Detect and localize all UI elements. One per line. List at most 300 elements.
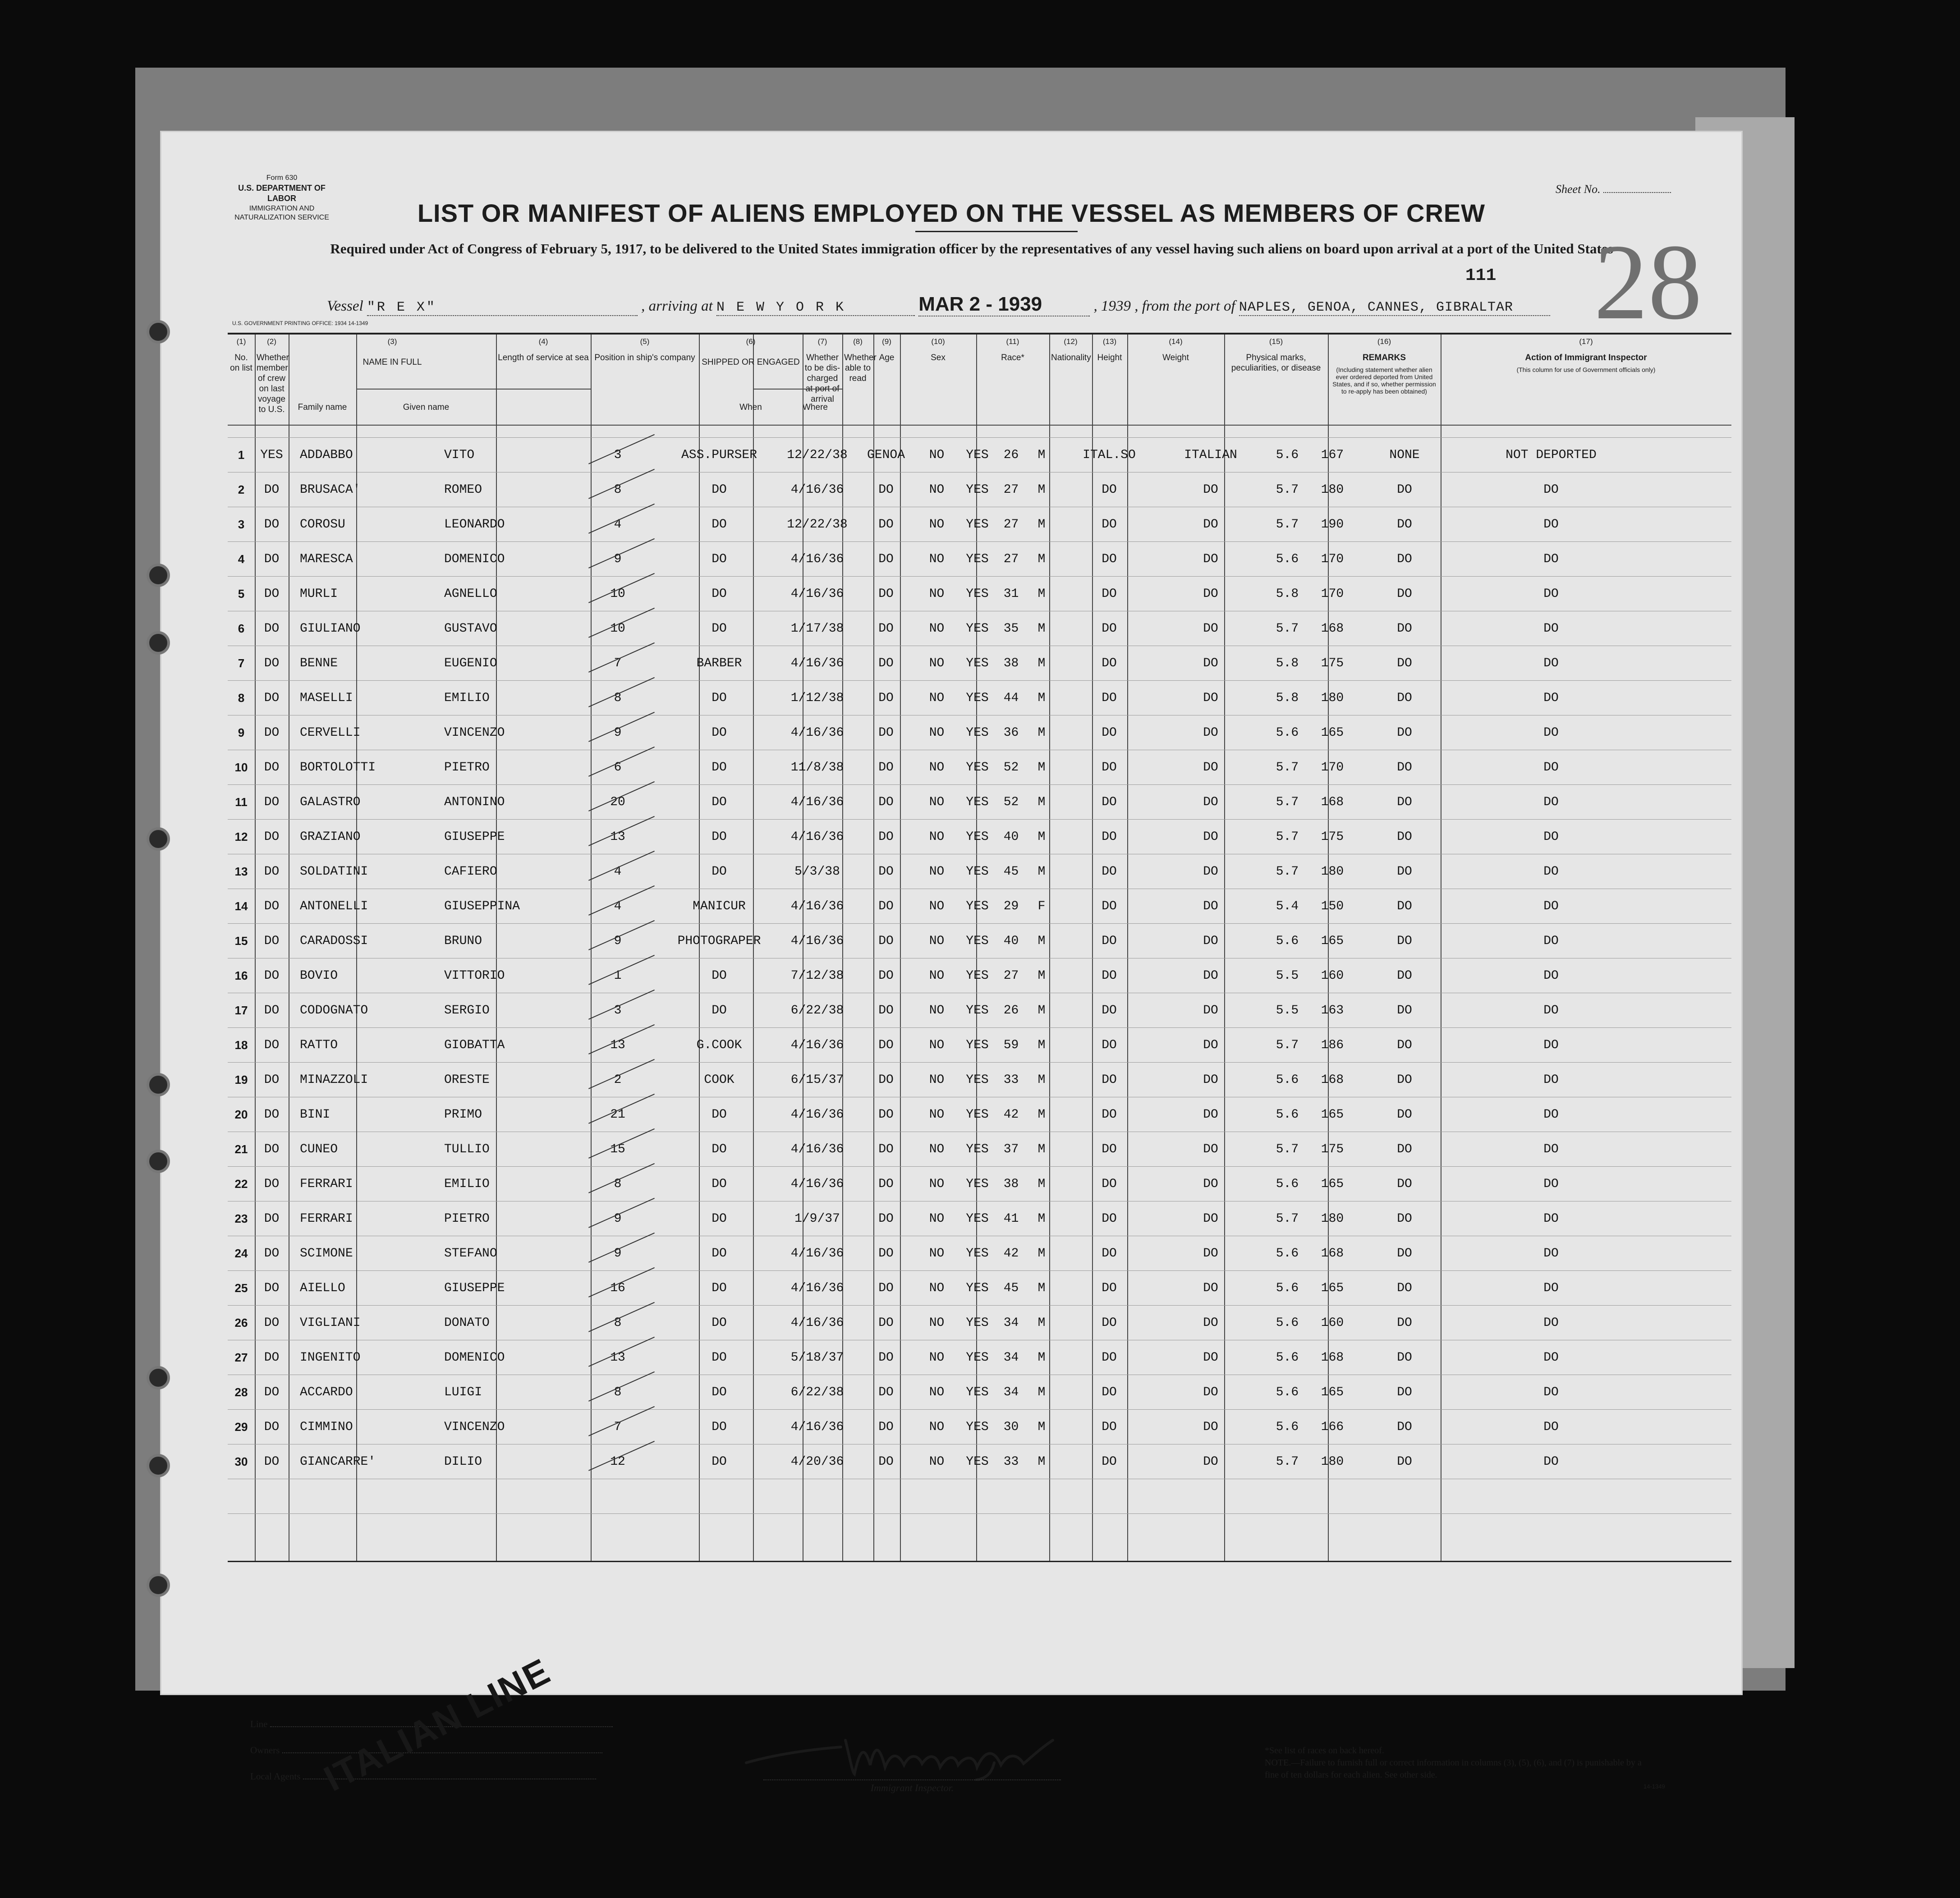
cell-nationality: DO (1203, 830, 1218, 844)
cell-service: 1 (614, 969, 622, 983)
cell-read: YES (966, 1385, 989, 1399)
cell-remarks: DO (1543, 1212, 1559, 1226)
cell-read: YES (966, 899, 989, 913)
column-header: NAME IN FULL (363, 358, 422, 367)
cell-service: 13 (610, 830, 625, 844)
column-number: (2) (267, 337, 276, 346)
cell-no: 8 (238, 691, 245, 705)
cell-weight: 168 (1321, 1073, 1344, 1087)
cell-nationality: DO (1203, 1038, 1218, 1052)
cell-service: 20 (610, 795, 625, 809)
column-header: Height (1097, 353, 1122, 362)
cell-no: 16 (234, 969, 248, 982)
row-rule (228, 1062, 1731, 1063)
cell-family: BENNE (300, 656, 338, 670)
cell-family: BINI (300, 1108, 330, 1122)
cell-discharged: NO (929, 1108, 945, 1122)
cell-age: 52 (1003, 761, 1019, 775)
cell-remarks: DO (1543, 1038, 1559, 1052)
column-number: (5) (640, 337, 650, 346)
cell-race: DO (1102, 1247, 1117, 1261)
cell-marks: DO (1397, 518, 1412, 532)
cell-remarks: DO (1543, 726, 1559, 740)
cell-service: 3 (614, 1004, 622, 1018)
row-rule (228, 1513, 1731, 1514)
cell-discharged: NO (929, 552, 945, 566)
cell-when: 4/16/36 (790, 1108, 844, 1122)
cell-race: DO (1102, 1281, 1117, 1295)
cell-read: YES (966, 761, 989, 775)
cell-where: DO (878, 552, 894, 566)
cell-where: DO (878, 1073, 894, 1087)
arriving-label: , arriving at (641, 298, 713, 314)
column-header: REMARKS (1362, 353, 1406, 362)
cell-position: DO (711, 1177, 727, 1191)
cell-family: ACCARDO (300, 1385, 353, 1399)
cell-no: 4 (238, 552, 245, 566)
column-number: (1) (236, 337, 246, 346)
column-number: (10) (931, 337, 945, 346)
cell-no: 27 (234, 1351, 248, 1364)
cell-position: BARBER (696, 656, 742, 670)
cell-age: 38 (1003, 1177, 1019, 1191)
cell-remarks: DO (1543, 1281, 1559, 1295)
cell-last: DO (264, 622, 280, 636)
cell-height: 5.6 (1276, 552, 1299, 566)
cell-read: YES (966, 448, 989, 462)
binder-hole (147, 1573, 170, 1597)
cell-no: 30 (234, 1455, 248, 1468)
cell-when: 4/16/36 (790, 1281, 844, 1295)
cell-last: DO (264, 899, 280, 913)
cell-family: CARADOSSI (300, 934, 368, 948)
column-header: Whether to be dis-charged at port of arrival (804, 353, 840, 404)
cell-service: 12 (610, 1455, 625, 1469)
cell-when: 4/16/36 (790, 483, 844, 497)
cell-height: 5.8 (1276, 587, 1299, 601)
races-note: *See list of races on back hereof. (1265, 1746, 1384, 1756)
cell-discharged: NO (929, 1281, 945, 1295)
cell-remarks: DO (1543, 518, 1559, 532)
cell-age: 45 (1003, 1281, 1019, 1295)
cell-position: PHOTOGRAPER (677, 934, 761, 948)
cell-read: YES (966, 552, 989, 566)
cell-read: YES (966, 795, 989, 809)
cell-position: DO (711, 1142, 727, 1156)
cell-family: GRAZIANO (300, 830, 361, 844)
cell-position: DO (711, 483, 727, 497)
cell-read: YES (966, 1247, 989, 1261)
cell-age: 34 (1003, 1351, 1019, 1365)
row-rule (228, 541, 1731, 542)
cell-marks: DO (1397, 1316, 1412, 1330)
cell-where: DO (878, 726, 894, 740)
year-suffix: 39 (1116, 298, 1131, 314)
cell-sex: M (1037, 1247, 1046, 1261)
cell-read: YES (966, 1351, 989, 1365)
cell-remarks: DO (1543, 1177, 1559, 1191)
cell-weight: 180 (1321, 1212, 1344, 1226)
cell-family: CODOGNATO (300, 1004, 368, 1018)
cell-given: DILIO (444, 1455, 482, 1469)
cell-given: GIUSEPPE (444, 830, 505, 844)
cell-nationality: DO (1203, 1212, 1218, 1226)
cell-nationality: DO (1203, 761, 1218, 775)
cell-family: CERVELLI (300, 726, 361, 740)
cell-remarks: DO (1543, 761, 1559, 775)
cell-marks: DO (1397, 761, 1412, 775)
cell-read: YES (966, 587, 989, 601)
cell-nationality: DO (1203, 865, 1218, 879)
cell-age: 40 (1003, 934, 1019, 948)
cell-position: DO (711, 1316, 727, 1330)
manifest-table: (1) No. on list (2) Whether member of crew on last voyage to U.S. (3) NAME IN FULL Family name Given name (4) Length of service at sea (5) Position in ship's company (6) SHIPPED OR ENGAGED When Where (7) Whether to be dis-charged at port of arrival (8) Whether able to read (9) Age (10) Sex (11) Race* (12) Nationality (13) Height (14) Weight (15) Physical marks, peculiarities, or disease (16) REMARKS (Including statement whether alien ever ordered deported from United States, and if so, whether permission to re-apply has been obtained) (17) Action of Immigrant Inspector (This column for use of Government officials only) 1 YES ADDABBO VITO 3 ASS.PURSER 12/22/38 GENOA NO YES 26 M ITAL.SO ITALIAN 5.6 167 NONE NOT DEPORTED 2 DO BRUSACA' ROMEO 8 DO 4/16/36 DO NO YES 27 M DO DO 5.7 180 DO DO 3 DO COROSU LEONARDO 4 DO 12/22/38 DO NO YES 27 M DO DO 5.7 190 DO DO 4 DO MARESCA DOMENICO 9 DO 4/16/36 DO NO YES 27 M DO DO 5.6 170 DO DO 5 DO MURLI AGNELLO 10 DO 4/16/36 DO NO YES 31 M DO DO 5.8 170 DO DO 6 DO GIULIANO GUSTAVO 10 DO 1/17/38 DO NO YES 35 M DO DO 5.7 168 DO DO 7 DO BENNE EUGENIO 7 BARBER 4/16/36 DO NO YES 38 M DO DO 5.8 175 DO DO 8 DO MASELLI EMILIO 8 DO 1/12/38 DO NO YES 44 M DO DO 5.8 180 DO DO 9 DO CERVELLI VINCENZO 9 DO 4/16/36 DO NO YES 36 M DO DO 5.6 165 DO DO 10 DO BORTOLOTTI PIETRO 6 DO 11/8/38 DO NO YES 52 M DO DO 5.7 170 DO DO 11 DO GALASTRO ANTONINO 20 DO 4/16/36 DO NO YES 52 M DO DO 5.7 168 DO DO 12 DO GRAZIANO GIUSEPPE 13 DO 4/16/36 DO NO YES 40 M DO DO 5.7 175 DO DO 13 DO SOLDATINI CAFIERO 4 DO 5/3/38 DO NO YES 45 M DO DO 5.7 180 DO DO 14 DO ANTONELLI GIUSEPPINA 4 MANICUR 4/16/36 DO NO YES 29 F DO DO 5.4 150 DO DO 15 DO CARADOSSI BRUNO 9 PHOTOGRAPER 4/16/36 DO NO YES 40 M DO DO 5.6 165 DO DO 16 DO BOVIO VITTORIO 1 DO 7/12/38 DO NO YES 27 M DO DO 5.5 160 DO DO 17 DO CODOGNATO SERGIO 3 DO 6/22/38 DO NO YES 26 M DO DO 5.5 163 DO DO 18 DO RATTO GIOBATTA 13 G.COOK 4/16/36 DO NO YES 59 M DO DO 5.7 186 DO DO 19 DO MINAZZOLI ORESTE 2 COOK 6/15/37 DO NO YES 33 M DO DO 5.6 168 DO DO 20 DO BINI PRIMO 21 DO 4/16/36 DO NO YES 42 M DO DO 5.6 165 DO DO 21 DO CUNEO TULLIO 15 DO 4/16/36 DO NO YES 37 M DO DO 5.7 175 DO DO 22 DO FERRARI EMILIO 8 DO 4/16/36 DO NO YES 38 M DO DO 5.6 165 DO DO 23 DO FERRARI PIETRO 9 DO 1/9/37 DO NO YES 41 M DO DO 5.7 180 DO DO 24 DO SCIMONE STEFANO 9 DO 4/16/36 DO NO YES 42 M DO DO 5.6 168 DO DO 25 DO AIELLO GIUSEPPE 16 DO 4/16/36 DO NO YES 45 M DO DO 5.6 165 DO DO 26 DO VIGLIANI DONATO 8 DO 4/16/36 DO NO YES 34 M DO DO 5.6 160 DO DO 27 DO INGENITO DOMENICO 13 DO 5/18/37 DO NO YES 34 M DO DO 5.6 168 DO DO 28 DO ACCARDO LUIGI 8 DO 6/22/38 DO NO YES 34 M DO DO 5.6 165 DO DO 29 DO CIMMINO VINCENZO 7 DO 4/16/36 DO NO YES 30 M DO DO 5.6 166 DO DO 30 DO GIANCARRE' DILIO 12 DO 4/20/36 DO NO YES 33 M DO DO 5.7 180 DO DO (228, 333, 1731, 1562)
line-label: Line (250, 1719, 268, 1729)
cell-service: 10 (610, 587, 625, 601)
row-rule (228, 576, 1731, 577)
cell-when: 4/16/36 (790, 1038, 844, 1052)
cell-weight: 180 (1321, 865, 1344, 879)
cell-where: DO (878, 1385, 894, 1399)
cell-remarks: DO (1543, 1004, 1559, 1018)
sheet-number-field (1556, 183, 1671, 196)
cell-when: 4/16/36 (790, 934, 844, 948)
cell-race: DO (1102, 969, 1117, 983)
column-header: Nationality (1051, 353, 1091, 362)
cell-discharged: NO (929, 1073, 945, 1087)
cell-discharged: NO (929, 1142, 945, 1156)
cell-last: DO (264, 1385, 280, 1399)
year-prefix: , 19 (1093, 298, 1116, 314)
cell-nationality: DO (1203, 1420, 1218, 1434)
cell-read: YES (966, 1038, 989, 1052)
cell-marks: DO (1397, 1108, 1412, 1122)
cell-marks: DO (1397, 587, 1412, 601)
cell-age: 35 (1003, 622, 1019, 636)
cell-given: LUIGI (444, 1385, 482, 1399)
cell-read: YES (966, 830, 989, 844)
cell-sex: M (1037, 1038, 1046, 1052)
cell-nationality: DO (1203, 1177, 1218, 1191)
cell-where: DO (878, 761, 894, 775)
row-rule (228, 819, 1731, 820)
cell-read: YES (966, 622, 989, 636)
cell-remarks: DO (1543, 587, 1559, 601)
cell-service: 9 (614, 934, 622, 948)
cell-last: DO (264, 830, 280, 844)
cell-family: GALASTRO (300, 795, 361, 809)
column-header: Whether member of crew on last voyage to U.S. (257, 353, 289, 414)
cell-height: 5.7 (1276, 1455, 1299, 1469)
cell-where: DO (878, 1281, 894, 1295)
cell-when: 4/16/36 (790, 726, 844, 740)
cell-remarks: NOT DEPORTED (1506, 448, 1597, 462)
cell-remarks: DO (1543, 1420, 1559, 1434)
cell-when: 6/22/38 (790, 1385, 844, 1399)
cell-remarks: DO (1543, 830, 1559, 844)
cell-family: MASELLI (300, 691, 353, 705)
cell-race: ITAL.SO (1083, 448, 1136, 462)
cell-no: 13 (234, 865, 248, 878)
cell-family: MARESCA (300, 552, 353, 566)
cell-remarks: DO (1543, 691, 1559, 705)
cell-nationality: DO (1203, 1316, 1218, 1330)
cell-last: DO (264, 1038, 280, 1052)
column-number: (6) (746, 337, 756, 346)
cell-sex: M (1037, 483, 1046, 497)
cell-family: SOLDATINI (300, 865, 368, 879)
cell-where: DO (878, 969, 894, 983)
cell-last: DO (264, 934, 280, 948)
cell-sex: M (1037, 518, 1046, 532)
cell-last: DO (264, 1108, 280, 1122)
cell-height: 5.7 (1276, 1038, 1299, 1052)
cell-position: DO (711, 1281, 727, 1295)
cell-last: DO (264, 969, 280, 983)
cell-sex: M (1037, 1385, 1046, 1399)
cell-given: GIOBATTA (444, 1038, 505, 1052)
cell-family: GIULIANO (300, 622, 361, 636)
cell-read: YES (966, 726, 989, 740)
cell-when: 1/17/38 (790, 622, 844, 636)
cell-given: GUSTAVO (444, 622, 497, 636)
cell-height: 5.6 (1276, 726, 1299, 740)
inspector-signature (742, 1722, 1066, 1781)
cell-remarks: DO (1543, 1385, 1559, 1399)
cell-height: 5.6 (1276, 1073, 1299, 1087)
cell-remarks: DO (1543, 865, 1559, 879)
cell-position: DO (711, 1351, 727, 1365)
column-header: Race* (1001, 353, 1024, 362)
column-subheader: Given name (403, 403, 450, 412)
cell-service: 9 (614, 1212, 622, 1226)
cell-when: 12/22/38 (787, 518, 848, 532)
cell-height: 5.6 (1276, 1247, 1299, 1261)
cell-age: 38 (1003, 656, 1019, 670)
cell-race: DO (1102, 587, 1117, 601)
cell-remarks: DO (1543, 1247, 1559, 1261)
cell-sex: M (1037, 552, 1046, 566)
arrival-port: N E W Y O R K (716, 300, 915, 316)
row-rule (228, 1305, 1731, 1306)
cell-given: ORESTE (444, 1073, 490, 1087)
cell-marks: NONE (1389, 448, 1420, 462)
cell-where: DO (878, 1420, 894, 1434)
cell-where: DO (878, 1351, 894, 1365)
cell-sex: M (1037, 830, 1046, 844)
page-title: LIST OR MANIFEST OF ALIENS EMPLOYED ON THE VESSEL AS MEMBERS OF CREW (417, 199, 1486, 227)
cell-nationality: DO (1203, 1281, 1218, 1295)
cell-service: 8 (614, 483, 622, 497)
cell-service: 8 (614, 691, 622, 705)
cell-nationality: DO (1203, 969, 1218, 983)
cell-given: ROMEO (444, 483, 482, 497)
cell-given: VITTORIO (444, 969, 505, 983)
cell-age: 30 (1003, 1420, 1019, 1434)
cell-age: 26 (1003, 1004, 1019, 1018)
cell-race: DO (1102, 865, 1117, 879)
cell-given: SERGIO (444, 1004, 490, 1018)
cell-age: 27 (1003, 518, 1019, 532)
cell-last: DO (264, 552, 280, 566)
cell-discharged: NO (929, 899, 945, 913)
page-stamp: 28 (1594, 222, 1702, 342)
cell-where: DO (878, 795, 894, 809)
cell-nationality: DO (1203, 1142, 1218, 1156)
cell-discharged: NO (929, 1455, 945, 1469)
column-number: (7) (817, 337, 827, 346)
cell-nationality: DO (1203, 1004, 1218, 1018)
cell-weight: 165 (1321, 1177, 1344, 1191)
cell-weight: 165 (1321, 726, 1344, 740)
cell-no: 14 (234, 899, 248, 913)
cell-weight: 180 (1321, 483, 1344, 497)
cell-sex: M (1037, 795, 1046, 809)
cell-height: 5.6 (1276, 1316, 1299, 1330)
cell-read: YES (966, 1455, 989, 1469)
column-header: Action of Immigrant Inspector (1525, 353, 1647, 362)
cell-race: DO (1102, 761, 1117, 775)
cell-given: GIUSEPPINA (444, 899, 520, 913)
cell-height: 5.6 (1276, 1281, 1299, 1295)
cell-position: COOK (704, 1073, 734, 1087)
cell-race: DO (1102, 483, 1117, 497)
cell-discharged: NO (929, 448, 945, 462)
cell-where: GENOA (867, 448, 905, 462)
cell-marks: DO (1397, 726, 1412, 740)
cell-given: AGNELLO (444, 587, 497, 601)
cell-given: ANTONINO (444, 795, 505, 809)
cell-remarks: DO (1543, 552, 1559, 566)
cell-when: 4/16/36 (790, 795, 844, 809)
cell-remarks: DO (1543, 1316, 1559, 1330)
cell-race: DO (1102, 726, 1117, 740)
cell-marks: DO (1397, 934, 1412, 948)
cell-race: DO (1102, 1420, 1117, 1434)
cell-weight: 170 (1321, 552, 1344, 566)
cell-age: 42 (1003, 1108, 1019, 1122)
cell-position: DO (711, 1455, 727, 1469)
cell-read: YES (966, 1073, 989, 1087)
cell-race: DO (1102, 1108, 1117, 1122)
cell-last: DO (264, 1281, 280, 1295)
cell-discharged: NO (929, 587, 945, 601)
cell-height: 5.6 (1276, 1385, 1299, 1399)
cell-when: 4/16/36 (790, 1316, 844, 1330)
cell-nationality: DO (1203, 622, 1218, 636)
cell-marks: DO (1397, 622, 1412, 636)
cell-race: DO (1102, 899, 1117, 913)
row-rule (228, 784, 1731, 785)
cell-weight: 167 (1321, 448, 1344, 462)
cell-age: 36 (1003, 726, 1019, 740)
cell-marks: DO (1397, 1247, 1412, 1261)
cell-service: 8 (614, 1316, 622, 1330)
cell-no: 1 (238, 448, 245, 462)
column-number: (16) (1377, 337, 1391, 346)
cell-discharged: NO (929, 1351, 945, 1365)
cell-read: YES (966, 656, 989, 670)
cell-position: MANICUR (693, 899, 746, 913)
cell-position: DO (711, 1247, 727, 1261)
cell-remarks: DO (1543, 795, 1559, 809)
cell-given: PIETRO (444, 1212, 490, 1226)
cell-where: DO (878, 1212, 894, 1226)
cell-where: DO (878, 830, 894, 844)
cell-marks: DO (1397, 1455, 1412, 1469)
cell-discharged: NO (929, 761, 945, 775)
column-header: Position in ship's company (594, 353, 695, 362)
cell-family: CIMMINO (300, 1420, 353, 1434)
cell-remarks: DO (1543, 969, 1559, 983)
cell-marks: DO (1397, 795, 1412, 809)
cell-remarks: DO (1543, 1108, 1559, 1122)
cell-when: 4/16/36 (790, 1247, 844, 1261)
footer-notes (1265, 1745, 1643, 1781)
cell-no: 5 (238, 587, 245, 601)
cell-height: 5.7 (1276, 761, 1299, 775)
cell-last: DO (264, 1351, 280, 1365)
cell-read: YES (966, 969, 989, 983)
form-code: 14-1349 (1643, 1783, 1665, 1790)
cell-discharged: NO (929, 1038, 945, 1052)
cell-service: 7 (614, 656, 622, 670)
cell-nationality: DO (1203, 1073, 1218, 1087)
cell-service: 8 (614, 1385, 622, 1399)
cell-weight: 168 (1321, 1247, 1344, 1261)
binder-hole (147, 1150, 170, 1173)
cell-sex: M (1037, 656, 1046, 670)
cell-last: DO (264, 761, 280, 775)
cell-weight: 168 (1321, 795, 1344, 809)
cell-no: 17 (234, 1004, 248, 1017)
row-rule (228, 1270, 1731, 1271)
departure-ports: NAPLES, GENOA, CANNES, GIBRALTAR (1239, 300, 1550, 316)
cell-no: 19 (234, 1073, 248, 1087)
cell-weight: 168 (1321, 1351, 1344, 1365)
cell-read: YES (966, 483, 989, 497)
binder-hole (147, 1366, 170, 1389)
cell-when: 4/16/36 (790, 830, 844, 844)
cell-no: 3 (238, 518, 245, 531)
cell-given: VINCENZO (444, 1420, 505, 1434)
cell-race: DO (1102, 1212, 1117, 1226)
cell-weight: 175 (1321, 656, 1344, 670)
cell-when: 4/16/36 (790, 1420, 844, 1434)
cell-no: 28 (234, 1385, 248, 1399)
cell-marks: DO (1397, 1004, 1412, 1018)
cell-marks: DO (1397, 1177, 1412, 1191)
cell-marks: DO (1397, 691, 1412, 705)
cell-marks: DO (1397, 969, 1412, 983)
row-rule (228, 1409, 1731, 1410)
cell-discharged: NO (929, 1385, 945, 1399)
cell-position: DO (711, 1385, 727, 1399)
vessel-line (327, 293, 1747, 316)
cell-read: YES (966, 1004, 989, 1018)
column-header: Sex (931, 353, 946, 362)
cell-nationality: DO (1203, 795, 1218, 809)
cell-marks: DO (1397, 1212, 1412, 1226)
cell-where: DO (878, 483, 894, 497)
cell-when: 5/3/38 (794, 865, 840, 879)
cell-position: DO (711, 1420, 727, 1434)
cell-height: 5.6 (1276, 1177, 1299, 1191)
cell-height: 5.5 (1276, 1004, 1299, 1018)
cell-sex: M (1037, 1281, 1046, 1295)
cell-age: 33 (1003, 1073, 1019, 1087)
cell-discharged: NO (929, 1420, 945, 1434)
